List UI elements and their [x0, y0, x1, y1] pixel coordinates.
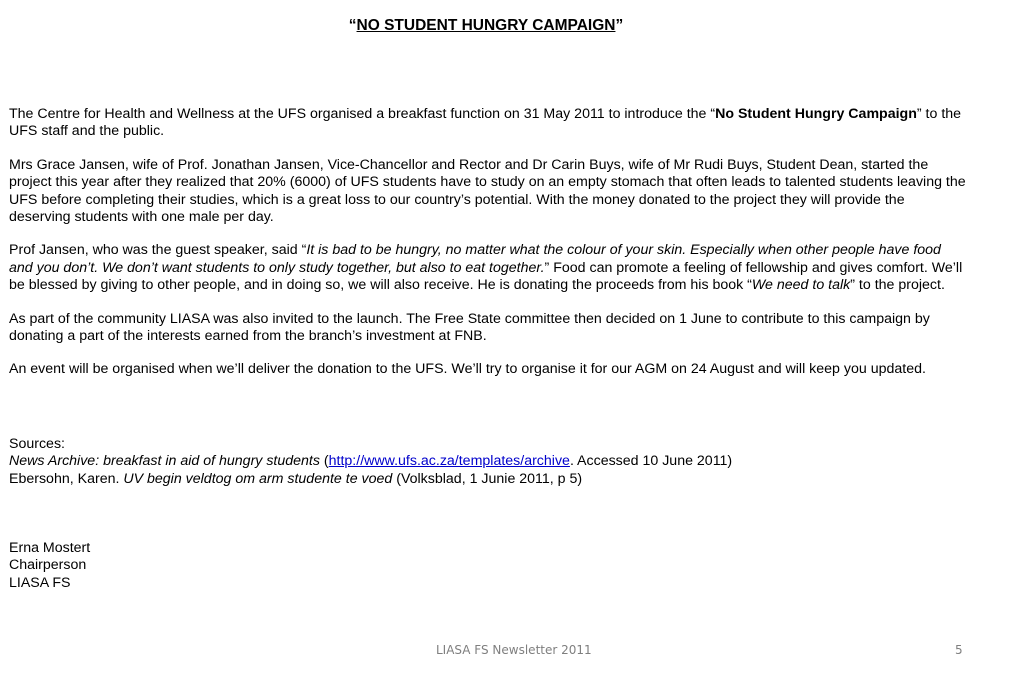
paragraph-intro — [9, 106, 967, 141]
signature-org: LIASA FS — [9, 574, 71, 591]
page-number: 5 — [955, 643, 963, 657]
sources-heading: Sources: — [9, 436, 65, 452]
speaker-quote: It is bad to be hungry, no matter what the colour of your skin. Especially when other people have food and you don’t. We don’t want students to only study together, but also to eat together. — [9, 242, 941, 276]
paragraph-speaker-text-b: ” Food can promote a feeling of fellowship and gives comfort. We’ll be blessed by giving to other people, and in doing so, we will also receive. He is donating the proceeds from his book “ — [9, 259, 963, 294]
source-2-rest: (Volksblad, 1 Junie 2011, p 5) — [392, 470, 583, 487]
signature-block — [9, 540, 90, 592]
page-title — [0, 17, 972, 35]
source-1-open: ( — [319, 453, 329, 470]
paragraph-founders: Mrs Grace Jansen, wife of Prof. Jonathan Jansen, Vice-Chancellor and Rector and Dr Carin Buys, wife of Mr Rudi Buys, Student Dean, started the project this year after they realized that 20% (6000) of UFS students have to study on an empty stomach that often leads to talented students leaving the UFS before completing their studies, which is a great loss to our country’s potential. With the money donated to the project they will provide the deserving students with one male per day. — [9, 156, 966, 226]
signature-role: Chairperson — [9, 557, 87, 574]
title-open-quote: “ — [348, 17, 357, 34]
book-title: We need to talk — [751, 277, 851, 294]
campaign-name: No Student Hungry Campaign — [715, 106, 917, 122]
article-body — [9, 106, 967, 395]
source-1-rest: . Accessed 10 June 2011) — [569, 453, 733, 470]
sources-section — [9, 436, 732, 488]
source-1-title: News Archive: breakfast in aid of hungry students — [9, 453, 320, 470]
paragraph-speaker — [9, 242, 967, 294]
footer-text: LIASA FS Newsletter 2011 — [436, 643, 592, 657]
paragraph-event: An event will be organised when we’ll deliver the donation to the UFS. We’ll try to organise it for our AGM on 24 August and will keep you updated. — [9, 361, 926, 378]
paragraph-speaker-text-a: Prof Jansen, who was the guest speaker, said “ — [9, 242, 307, 259]
source-1-link[interactable]: http://www.ufs.ac.za/templates/archive — [328, 453, 570, 470]
title-text: NO STUDENT HUNGRY CAMPAIGN — [356, 17, 616, 34]
source-item-2 — [9, 471, 732, 488]
title-close-quote: ” — [615, 17, 624, 34]
paragraph-intro-text-a: The Centre for Health and Wellness at the UFS organised a breakfast function on 31 May 2011 to introduce the “ — [9, 106, 716, 122]
source-2-author: Ebersohn, Karen. — [9, 470, 124, 487]
paragraph-intro-text-b: ” to the UFS staff and the public. — [9, 106, 962, 140]
source-2-title: UV begin veldtog om arm studente te voed — [123, 470, 393, 487]
paragraph-speaker-text-c: ” to the project. — [850, 277, 945, 294]
source-item-1 — [9, 453, 732, 470]
paragraph-liasa: As part of the community LIASA was also invited to the launch. The Free State committee then decided on 1 June to contribute to this campaign by donating a part of the interests earned from the branch’s investment at FNB. — [9, 310, 930, 345]
signature-name: Erna Mostert — [9, 540, 91, 556]
